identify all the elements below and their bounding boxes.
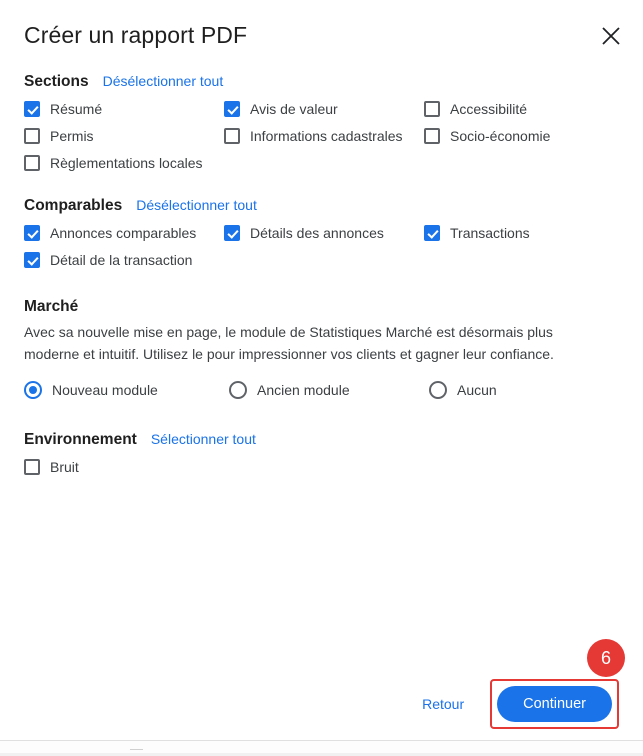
dialog-footer (0, 647, 643, 740)
radio-label: Ancien module (257, 382, 350, 399)
checkbox-informations-cadastrales[interactable] (224, 128, 424, 144)
checkbox-label: Règlementations locales (50, 155, 203, 171)
checkbox-label: Transactions (450, 225, 530, 241)
sections-header (24, 73, 619, 91)
checkbox-annonces-comparables[interactable] (24, 225, 224, 241)
dialog-header (0, 0, 643, 49)
checkbox-details-des-annonces[interactable] (224, 225, 424, 241)
sections-options (24, 101, 619, 171)
radio-nouveau-module[interactable] (24, 381, 229, 399)
continue-button[interactable]: Continuer (497, 686, 612, 722)
checkbox-label: Socio-économie (450, 128, 551, 144)
radio-ancien-module[interactable] (229, 381, 429, 399)
comparables-header (24, 197, 619, 215)
environnement-group (0, 431, 643, 475)
checkbox-icon[interactable] (24, 225, 40, 241)
back-button[interactable]: Retour (418, 690, 468, 718)
checkbox-icon[interactable] (24, 252, 40, 268)
radio-aucun[interactable] (429, 381, 619, 399)
close-icon[interactable] (597, 22, 625, 50)
step-badge: 6 (587, 639, 625, 677)
checkbox-label: Annonces comparables (50, 225, 197, 241)
radio-label: Nouveau module (52, 382, 158, 399)
checkbox-icon[interactable] (24, 155, 40, 171)
checkbox-label: Résumé (50, 101, 103, 117)
checkbox-icon[interactable] (24, 101, 40, 117)
marche-title: Marché (24, 298, 79, 315)
checkbox-icon[interactable] (224, 225, 240, 241)
page-background-strip (0, 741, 643, 756)
environnement-header (24, 431, 619, 449)
radio-icon[interactable] (229, 381, 247, 399)
checkbox-label: Permis (50, 128, 94, 144)
environnement-select-all[interactable]: Sélectionner tout (150, 431, 256, 448)
comparables-options (24, 225, 619, 268)
checkbox-label: Bruit (50, 459, 79, 476)
checkbox-label: Informations cadastrales (250, 128, 403, 144)
comparables-title: Comparables (24, 197, 123, 214)
checkbox-icon[interactable] (24, 459, 40, 475)
sections-group (0, 73, 643, 171)
checkbox-reglementations-locales[interactable] (24, 155, 224, 171)
checkbox-resume[interactable] (24, 101, 224, 117)
checkbox-icon[interactable] (424, 225, 440, 241)
radio-label: Aucun (457, 382, 497, 399)
checkbox-socio-economie[interactable] (424, 128, 619, 144)
continue-button-highlight (490, 647, 619, 729)
checkbox-permis[interactable] (24, 128, 224, 144)
checkbox-label: Détails des annonces (250, 225, 384, 241)
checkbox-avis-de-valeur[interactable] (224, 101, 424, 117)
radio-icon[interactable] (24, 381, 42, 399)
marche-description: Avec sa nouvelle mise en page, le module de Statistiques Marché est désormais plus moderne et intuitif. Utilisez le pour impressionner vos clients et gagner leur confiance. (24, 324, 554, 362)
environnement-options (24, 459, 619, 475)
checkbox-icon[interactable] (224, 101, 240, 117)
background-ghost-text: — (130, 741, 144, 756)
checkbox-bruit[interactable] (24, 459, 224, 475)
checkbox-icon[interactable] (24, 128, 40, 144)
marche-group (0, 298, 643, 399)
checkbox-label: Accessibilité (450, 101, 528, 117)
sections-deselect-all[interactable]: Désélectionner tout (102, 73, 224, 89)
page-title: Créer un rapport PDF (24, 22, 248, 48)
environnement-title: Environnement (24, 431, 137, 449)
checkbox-transactions[interactable] (424, 225, 619, 241)
comparables-deselect-all[interactable]: Désélectionner tout (136, 197, 257, 213)
radio-icon[interactable] (429, 381, 447, 399)
checkbox-icon[interactable] (424, 128, 440, 144)
checkbox-accessibilite[interactable] (424, 101, 619, 117)
comparables-group (0, 197, 643, 268)
checkbox-icon[interactable] (424, 101, 440, 117)
sections-title: Sections (24, 73, 89, 90)
marche-options (24, 381, 619, 399)
checkbox-label: Avis de valeur (250, 101, 338, 117)
checkbox-icon[interactable] (224, 128, 240, 144)
checkbox-detail-de-la-transaction[interactable] (24, 252, 224, 268)
checkbox-label: Détail de la transaction (50, 252, 193, 268)
marche-header (24, 298, 619, 316)
